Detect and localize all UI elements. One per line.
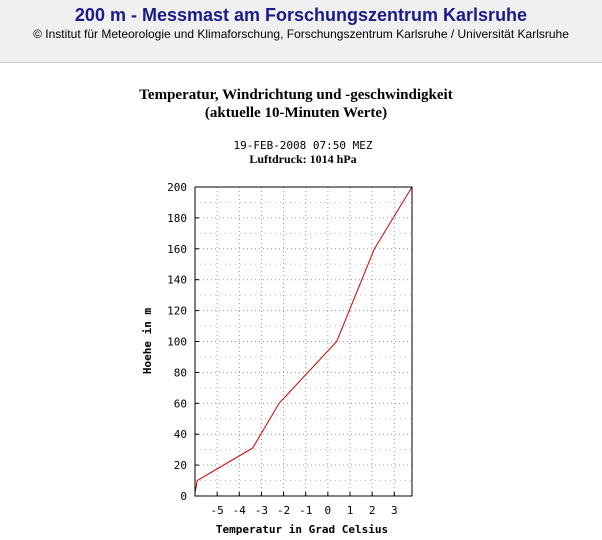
page-header <box>0 0 602 63</box>
y-tick-label: 0 <box>180 490 187 503</box>
y-tick-label: 120 <box>167 304 187 318</box>
x-tick-label: 1 <box>346 504 354 517</box>
x-tick-label: 2 <box>368 504 376 517</box>
y-tick-label: 20 <box>173 459 187 473</box>
site-subtitle: © Institut für Meteorologie und Klimaforschung, Forschungszentrum Karlsruhe / Universität Karlsruhe <box>33 27 569 41</box>
x-tick-label: -2 <box>276 504 291 517</box>
y-tick-label: 100 <box>167 335 187 349</box>
y-tick-label: 60 <box>173 397 187 411</box>
y-tick-label: 80 <box>173 366 187 380</box>
series-layer <box>195 187 412 493</box>
y-tick-label: 180 <box>167 211 187 225</box>
tick-labels <box>167 181 397 517</box>
x-tick-label: -4 <box>232 504 246 517</box>
x-tick-label: -5 <box>210 504 224 517</box>
y-tick-label: 140 <box>167 273 187 287</box>
chart-timestamp: 19-FEB-2008 07:50 MEZ <box>233 139 373 152</box>
y-tick-label: 160 <box>167 242 187 256</box>
temperature-profile-chart <box>0 62 602 540</box>
x-tick-label: -3 <box>254 504 269 517</box>
grid-lines <box>195 187 412 496</box>
y-tick-label: 40 <box>173 428 187 442</box>
chart-subtitle: (aktuelle 10-Minuten Werte) <box>204 105 388 121</box>
y-axis-label: Hoehe in m <box>141 307 154 375</box>
temperature-series-line <box>195 187 412 493</box>
chart-title: Temperatur, Windrichtung und -geschwindigkeit <box>139 87 453 103</box>
air-pressure: Luftdruck: 1014 hPa <box>249 152 357 166</box>
x-axis-label: Temperatur in Grad Celsius <box>215 523 389 536</box>
x-tick-label: -1 <box>299 504 313 517</box>
x-tick-label: 0 <box>324 504 332 517</box>
y-tick-label: 200 <box>167 181 187 194</box>
x-tick-label: 3 <box>390 504 398 517</box>
site-title: 200 m - Messmast am Forschungszentrum Karlsruhe <box>74 5 528 25</box>
